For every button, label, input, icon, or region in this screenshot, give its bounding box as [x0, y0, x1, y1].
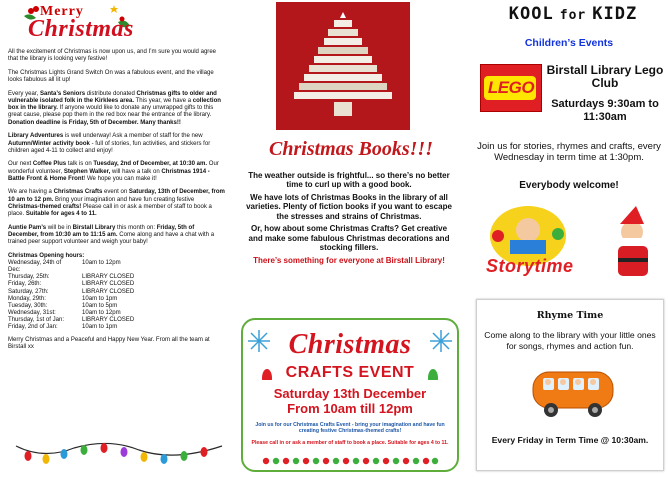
- hours-time: LIBRARY CLOSED: [82, 274, 135, 281]
- poster-booking: Please call in or ask a member of staff to book a place. Suitable for ages 4 to 11.: [251, 440, 449, 446]
- for-word: for: [559, 8, 587, 23]
- kool-word: KOOL: [508, 4, 554, 24]
- kool-for-kidz-heading: [480, 4, 666, 24]
- opening-hours-title: Christmas Opening hours:: [8, 252, 85, 259]
- bead-garland-icon: [261, 456, 439, 466]
- kidz-word: KIDZ: [592, 4, 638, 24]
- stories-text: Join us for stories, rhymes and crafts, every Wednesday in term time at 1:30pm.: [477, 141, 661, 163]
- santas-seniors-paragraph: Every year, Santa’s Seniors distribute donated Christmas gifts to older and vulnerable isolated folk in the Kirklees area. This year, we have a collection box in the library. If anyone would like to donate any unwrapped gifts to this great cause, please pop them in the red box near the entrance of the library. Donation deadline is Friday, 5th of December. Many thanks!!: [8, 90, 221, 126]
- newsletter-text: [8, 49, 226, 358]
- hours-day: Thursday, 1st of Jan:: [8, 316, 65, 323]
- christmas-text: Christmas: [28, 16, 134, 42]
- merry-christmas-logo: [22, 2, 132, 46]
- hours-time: LIBRARY CLOSED: [82, 288, 135, 295]
- books-paragraph: Or, how about some Christmas Crafts? Get creative and make some fabulous Christmas decorations and stocking fillers.: [248, 224, 450, 253]
- hours-time: LIBRARY CLOSED: [82, 281, 135, 288]
- storytime-graphic: [484, 196, 656, 286]
- hours-time: 10am to 1pm: [82, 323, 118, 330]
- hours-time: 10am to 1pm: [82, 295, 118, 302]
- hours-time: 10am to 12pm: [82, 260, 121, 267]
- books-paragraph: We have lots of Christmas Books in the library of all varieties. Plenty of fiction books if you want to escape the stresses and strains of Christmas.: [246, 193, 452, 221]
- merry-text: Merry: [40, 4, 84, 19]
- hours-day: Monday, 29th:: [8, 295, 46, 302]
- lego-club-title: Birstall Library Lego Club: [546, 63, 664, 90]
- hours-day: Wednesday, 24th of Dec:: [8, 260, 62, 274]
- books-paragraph: The weather outside is frightful... so there’s no better time to curl up with a good book.: [248, 171, 450, 190]
- rhyme-time-title: Rhyme Time: [536, 310, 604, 321]
- everybody-welcome: Everybody welcome!: [519, 180, 619, 191]
- lego-logo: [480, 64, 542, 112]
- storytime-label: Storytime: [486, 256, 574, 276]
- right-column: [470, 0, 668, 477]
- library-adventures-paragraph: Library Adventures is well underway! Ask a member of staff for the new Autumn/Winter activity book - full of stories, fun activities, and stickers for children aged 4-11 to collect and enjoy!: [8, 133, 211, 154]
- poster-date-time: [243, 386, 457, 416]
- closing-message: Merry Christmas and a Peaceful and Happy New Year. From all the team at Birstall xx: [8, 337, 210, 351]
- crafts-paragraph: We are having a Christmas Crafts event on Saturday, 13th of December, from 10 am to 12 pm. Bring your imagination and have fun creating festive Christmas-themed crafts! Please call in or ask a member of staff to book a place. Suitable for ages 4 to 11.: [8, 189, 225, 218]
- hours-day: Friday, 26th:: [8, 281, 42, 288]
- hours-time: LIBRARY CLOSED: [82, 316, 135, 323]
- hours-day: Wednesday, 31st:: [8, 309, 56, 316]
- crafts-event-poster: [241, 318, 459, 472]
- books-tagline: There’s something for everyone at Birstall Library!: [253, 255, 445, 265]
- middle-column: [232, 0, 464, 477]
- rhyme-time-schedule: Every Friday in Term Time @ 10:30am.: [491, 435, 649, 445]
- poster-blurb: Join us for our Christmas Crafts Event - bring your imagination and have fun creating festive Christmas-themed crafts!: [255, 422, 445, 435]
- auntie-pams-paragraph: Auntie Pam’s will be in Birstall Library this month on: Friday, 5th of December, from 10:30 am to 11:15 am. Come along and have a chat with a trained peer support volunteer and weigh your baby!: [8, 224, 215, 246]
- christmas-books-text: [246, 171, 452, 268]
- hours-day: Thursday, 25th:: [8, 274, 50, 281]
- lights-paragraph: The Christmas Lights Grand Switch On was a fabulous event, and the village looks fabulous all lit up!: [8, 69, 214, 84]
- hours-day: Saturday, 27th:: [8, 288, 49, 295]
- childrens-events-title: Children’s Events: [524, 37, 614, 49]
- book-tree-image: [276, 2, 410, 130]
- poster-date: Saturday 13th December: [273, 386, 427, 401]
- left-column: [0, 0, 232, 477]
- hours-day: Tuesday, 30th:: [8, 302, 48, 309]
- hours-time: 10am to 5pm: [82, 302, 118, 309]
- christmas-books-title: Christmas Books!!!: [269, 138, 433, 160]
- hours-day: Friday, 2nd of Jan:: [8, 323, 58, 330]
- intro-paragraph: All the excitement of Christmas is now upon us, and I’m sure you would agree that the library is looking very festive!: [8, 49, 217, 63]
- book-tree-icon: [276, 2, 410, 130]
- hours-time: 10am to 12pm: [82, 309, 121, 316]
- lego-club-times: Saturdays 9:30am to 11:30am: [551, 98, 659, 123]
- rhyme-time-box: [476, 299, 664, 471]
- poster-time: From 10am till 12pm: [287, 401, 413, 416]
- poster-title: Christmas: [288, 329, 412, 360]
- christmas-lights-icon: [14, 438, 224, 468]
- lego-logo-text: LEGO: [487, 78, 535, 97]
- opening-hours-table: [8, 260, 226, 331]
- rhyme-time-text: Come along to the library with your little ones for songs, rhymes and action fun.: [484, 330, 656, 351]
- bus-icon: [529, 362, 617, 422]
- poster-subtitle: CRAFTS EVENT: [285, 364, 415, 381]
- coffee-plus-paragraph: Our next Coffee Plus talk is on Tuesday, 2nd of December, at 10:30 am. Our wonderful volunteer, Stephen Walker, will have a talk on Christmas 1914 - Battle Front & Home Front! We hope you can make it!: [8, 161, 219, 182]
